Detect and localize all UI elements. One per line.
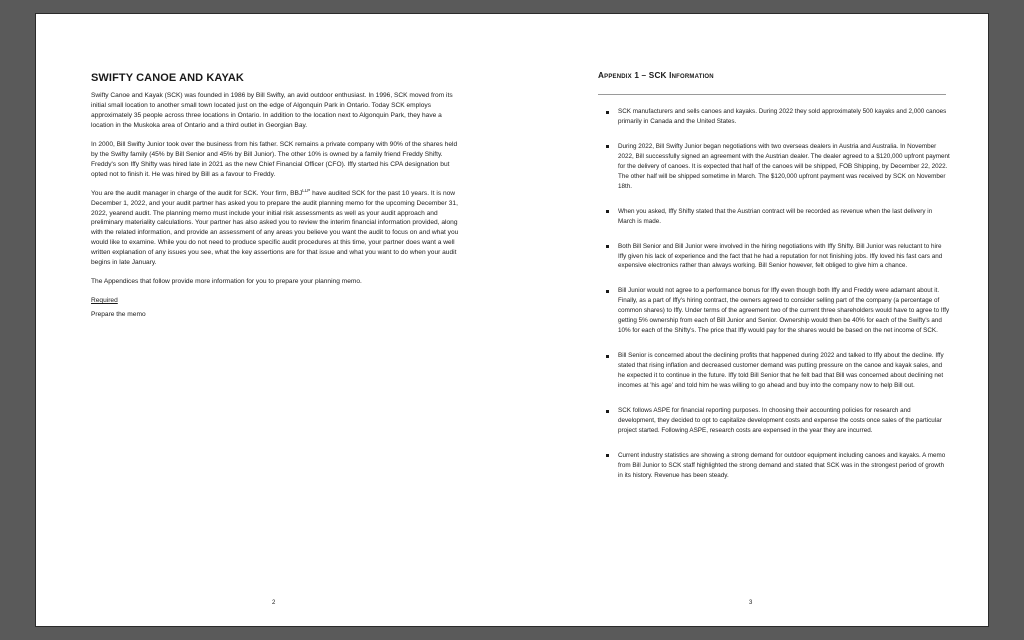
assignment-text-start: You are the audit manager in charge of the audit for SCK. Your firm, BBJ xyxy=(91,189,303,197)
page-2 xyxy=(36,14,512,626)
document-title: SWIFTY CANOE AND KAYAK xyxy=(91,72,244,84)
appendix-bullet-list xyxy=(604,107,950,496)
paragraph-background: Swifty Canoe and Kayak (SCK) was founded in 1986 by Bill Swifty, an avid outdoor enthusiast. In 1996, SCK moved from its initial small location to another small town located just on the edge of Algonquin Park in Ontario. Today SCK employs approximately 35 people across three locations in Ontario. In addition to the location next to Algonquin Park, they have a location in the Muskoka area of Ontario and a third outlet in Georgian Bay. xyxy=(91,92,453,129)
appendix-heading: Appendix 1 – SCK Information xyxy=(598,71,714,80)
required-heading: Required xyxy=(91,297,118,305)
bullet-item: Both Bill Senior and Bill Junior were involved in the hiring negotiations with Iffy Shifty. Bill Junior was reluctant to hire Iffy given his lack of experience and the fact that he had a reputation for not finishing jobs. Iffy loved his fast cars and expensive electronics rather than always working. Bill Senior however, felt obliged to give him a chance. xyxy=(604,242,950,272)
assignment-text-rest: have audited SCK for the past 10 years. It is now December 1, 2022, and your audit partner has asked you to prepare the audit planning memo for the upcoming December 31, 2022, yearend audit. The planning memo must include your initial risk assessments as well as your audit approach and preliminary materiality calculations. Your partner has also asked you to review the interim financial information provided, along with the related information, and provide an assessment of any areas you believe you want the audit to focus on and what you would like to examine. While you do not need to produce specific audit procedures at this time, your partner does want a well written explanation of any issues you see, what the key assertions are for that issue and what you want to do when your audit begins in late January. xyxy=(91,189,459,267)
bullet-text: During 2022, Bill Swifty Junior began negotiations with two overseas dealers in Austria and Australia. In November 2022, Bill successfully signed an agreement with the Austrian dealer. The dealer agreed to a $120,000 upfront payment for the delivery of canoes. It is expected that half of the canoes will be shipped, FOB Shipping, by December 22, 2022. The other half will be shipped sometime in March. The $120,000 upfront payment was received by SCK on November 18th. xyxy=(618,142,950,190)
bullet-item: When you asked, Iffy Shifty stated that the Austrian contract will be recorded as revenue when the last delivery in March is made. xyxy=(604,207,950,227)
bullet-item: SCK follows ASPE for financial reporting purposes. In choosing their accounting policies for research and development, they decided to opt to capitalize development costs and expense the costs once sales of the particular project started. Following ASPE, research costs are expensed in the year they are incurred. xyxy=(604,406,950,436)
document-spread xyxy=(36,14,988,626)
bullet-item: Current industry statistics are showing a strong demand for outdoor equipment including canoes and kayaks. A memo from Bill Junior to SCK staff highlighted the strong demand and stated that SCK was in the strongest period of growth in its history. Revenue has been steady. xyxy=(604,451,950,481)
bullet-item: Bill Junior would not agree to a performance bonus for Iffy even though both Iffy and Freddy were adamant about it. Finally, as a part of Iffy's hiring contract, the owners agreed to consider selling part of the company (a percentage of common shares) to Iffy. Under terms of the agreement two of the current three shareholders would have to agree to Iffy getting 5% ownership from each of Bill Junior and Senior. Ownership would then be 40% for each of the Swifty's and 10% for each of the Shifty's. The price that Iffy would pay for the shares would be based on the net income of SCK. xyxy=(604,286,950,336)
page-3 xyxy=(512,14,988,626)
bullet-item xyxy=(604,142,950,192)
page-number-left: 2 xyxy=(272,600,276,606)
page-number-right: 3 xyxy=(749,600,753,606)
bullet-item: Bill Senior is concerned about the declining profits that happened during 2022 and talked to Iffy about the decline. Iffy stated that rising inflation and decreased customer demand was putting pressure on the canoe and kayak sales, and he expected it to continue in the future. Iffy told Bill Senior that he felt bad that Bill was concerned about declining net incomes at 'his age' and told him he was willing to go ahead and buy into the company now to help Bill out. xyxy=(604,351,950,391)
heading-divider xyxy=(598,94,946,95)
paragraph-assignment xyxy=(91,189,459,269)
task-text: Prepare the memo xyxy=(91,311,146,319)
paragraph-appendices: The Appendices that follow provide more information for you to prepare your planning memo. xyxy=(91,278,362,286)
case-body xyxy=(91,91,459,329)
bullet-item: SCK manufacturers and sells canoes and kayaks. During 2022 they sold approximately 500 kayaks and 2,000 canoes primarily in Canada and the United States. xyxy=(604,107,950,127)
paragraph-ownership: In 2000, Bill Swifty Junior took over the business from his father. SCK remains a private company with 90% of the shares held by the Swifty family (45% by Bill Senior and 45% by Bill Junior). The other 10% is owned by a family friend Freddy Shifty. Freddy's son Iffy Shifty was hired late in 2021 as the new Chief Financial Officer (CFO). Iffy started his CPA designation but opted not to finish it. He was hired by Bill as a favour to Freddy. xyxy=(91,140,458,178)
firm-suffix: LLP xyxy=(302,187,311,193)
